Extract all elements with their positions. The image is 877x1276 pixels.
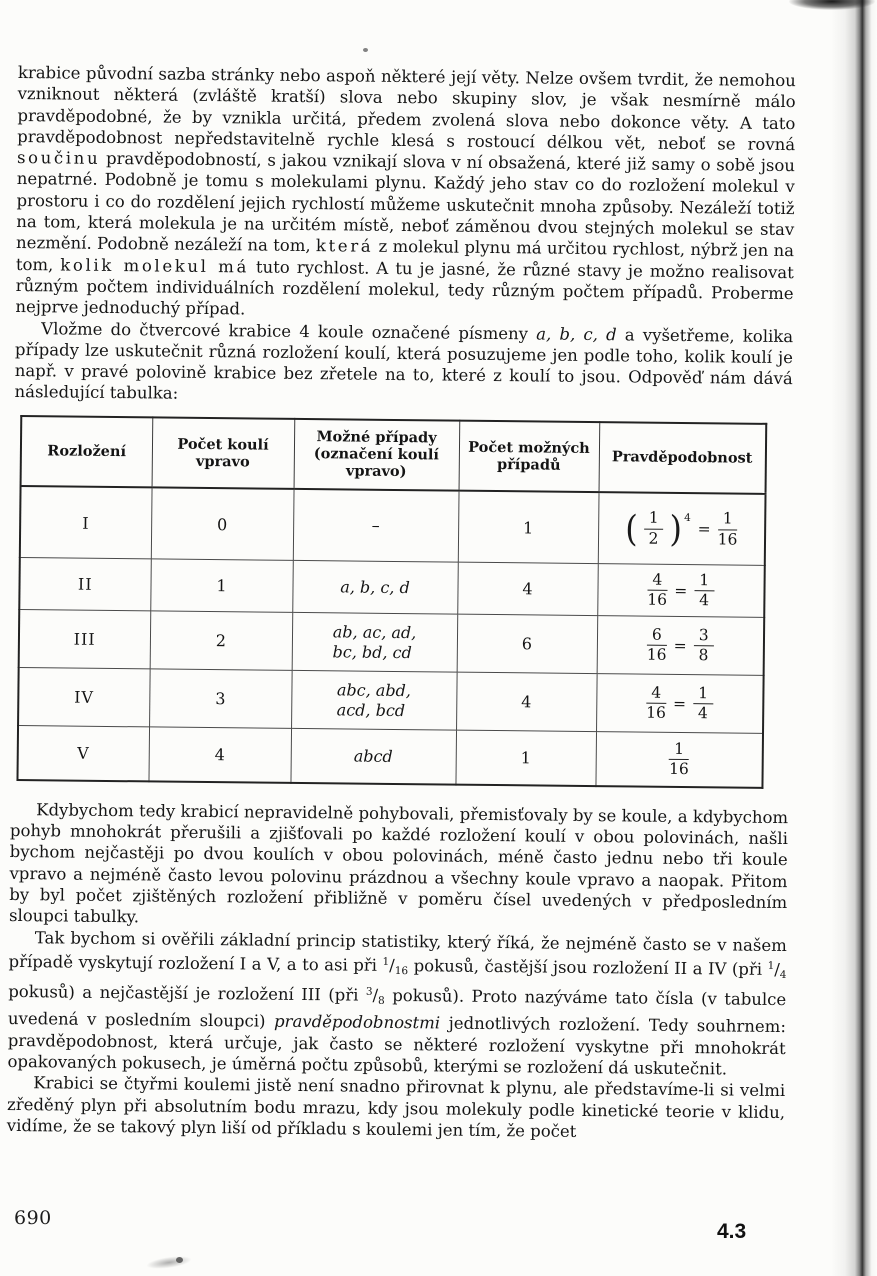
table-row <box>18 668 764 734</box>
cell-pravdepodobnost <box>595 732 763 788</box>
fraction-numerator: 4 <box>647 572 667 592</box>
table-header-cell: Počet možných případů <box>459 420 600 491</box>
text-run: pokusů). Proto nazýváme tato čísla (v tabulce uvedená v posledním sloupci) <box>7 986 787 1032</box>
table-header-cell: Pravděpodobnost <box>599 422 767 494</box>
table-row <box>20 486 766 566</box>
cell-pravdepodobnost <box>596 674 764 734</box>
fraction-denominator: 16 <box>646 645 667 665</box>
equals-sign: = <box>674 581 688 600</box>
text-run: Vložme do čtvercové krabice 4 koule označené písmeny <box>41 318 537 344</box>
cases-text: abcd <box>353 746 393 766</box>
fraction-numerator: 4 <box>646 685 666 705</box>
scan-artifact-smudge <box>145 1254 192 1271</box>
fraction-denominator: 8 <box>378 994 385 1008</box>
fraction-numerator: 6 <box>647 627 667 647</box>
stacked-fraction <box>646 685 666 723</box>
cell-pocet-moznych-pripadu: 1 <box>455 730 596 785</box>
text-run: Kdybychom tedy krabicí nepravidelně pohybovali, přemisťovaly by se koule, a kdybychom pohyb mnohokrát přerušili a zjišťovali po každé rozložení koulí v obou polovinách, našli bychom nejčastěji po dvou koulích v obou polovinách, méně často jednu nebo tři koule vpravo a nejméně často levou polovinu prázdnou a všechny koule vpravo a naopak. Přitom by byl počet zjištěných rozložení přibližně v poměru čísel uvedených v předposledním sloupci tabulky. <box>8 799 789 927</box>
scan-artifact-speck <box>176 1257 183 1263</box>
cell-pocet-kouli-vpravo: 1 <box>150 559 293 612</box>
italic-text: pravděpodobnostmi <box>273 1012 441 1033</box>
probability-table <box>16 415 767 789</box>
text-run: a vyšetřeme, kolika případy lze uskutečnit různá rozložení koulí, která posuzujeme jen podle toho, kolik koulí je např. v pravé polovině krabice bez zřetele na to, které z koulí to jsou. Odpověď nám dává následující tabulka: <box>14 324 794 404</box>
fraction-numerator: 1 <box>767 959 775 972</box>
paragraph <box>14 318 793 411</box>
inline-fraction: $^1/_{16}$ <box>382 955 409 977</box>
cases-text: abc, abd, acd, bcd <box>336 680 412 720</box>
cases-text: a, b, c, d <box>340 577 410 597</box>
cases-text: – <box>371 515 380 535</box>
page-number: 690 <box>14 1207 52 1229</box>
paragraph <box>9 799 788 935</box>
cell-pocet-moznych-pripadu: 6 <box>457 614 598 673</box>
scan-artifact-dot <box>363 48 368 52</box>
open-paren: ( <box>624 507 638 550</box>
fraction-denominator: 2 <box>648 529 659 548</box>
fraction-denominator: 4 <box>779 968 787 981</box>
page-content <box>7 62 796 1144</box>
fraction-denominator: 4 <box>699 591 710 610</box>
cell-pocet-moznych-pripadu: 4 <box>457 562 598 615</box>
fraction-numerator: 1 <box>669 740 689 760</box>
text-run: pokusů, častější jsou rozložení II a IV (při <box>408 955 768 979</box>
cell-pravdepodobnost <box>598 492 766 566</box>
emphasized-text: kolik molekul má <box>60 255 250 277</box>
cell-pocet-kouli-vpravo: 0 <box>151 487 294 560</box>
italic-text: a, b, c, d <box>536 324 617 344</box>
stacked-fraction <box>693 627 713 665</box>
cell-mozne-pripady <box>290 729 456 785</box>
equals-sign: = <box>672 694 687 713</box>
cell-pravdepodobnost <box>597 564 765 618</box>
fraction-numerator: 3 <box>694 627 714 647</box>
fraction-denominator: 8 <box>698 646 709 665</box>
scan-artifact-top-right <box>789 0 875 10</box>
stacked-fraction <box>693 685 713 723</box>
body-text-bottom <box>7 799 788 1145</box>
table-header-cell: Rozložení <box>21 416 153 487</box>
cell-pocet-moznych-pripadu: 4 <box>456 672 597 731</box>
stacked-fraction <box>643 510 663 548</box>
stacked-fraction <box>694 572 714 610</box>
body-text-top <box>14 62 796 411</box>
cell-rozlozeni: III <box>19 610 151 669</box>
cell-pocet-kouli-vpravo: 4 <box>148 727 291 782</box>
table-row <box>19 558 765 618</box>
probability-formula <box>599 684 761 723</box>
table-row <box>17 726 763 788</box>
text-run: Tak bychom si ověřili základní princip statistiky, který říká, že nejméně často se v našem případě vyskytují rozložení I a V, a to asi při <box>8 927 787 975</box>
fraction-numerator: 1 <box>693 685 713 705</box>
text-run: Krabici se čtyřmi koulemi jistě není snadno přirovnat k plynu, ale představíme-li si velmi zředěný plyn při absolutním bodu mrazu, kdy jsou molekuly podle kinetické teorie v klidu, vidíme, že se takový plyn liší od příkladu s koulemi jen tím, že počet <box>6 1073 786 1141</box>
probability-formula <box>600 571 762 610</box>
fraction-numerator: 1 <box>718 510 738 530</box>
paragraph <box>7 1072 786 1144</box>
cell-mozne-pripady <box>291 671 457 731</box>
stacked-fraction <box>669 740 689 778</box>
cell-mozne-pripady <box>293 489 459 563</box>
fraction-denominator: 16 <box>647 590 668 610</box>
cell-rozlozeni: II <box>19 558 151 611</box>
section-number: 4.3 <box>717 1220 747 1243</box>
fraction-numerator: 3 <box>365 985 373 998</box>
fraction-denominator: 16 <box>394 964 409 977</box>
exponent: 4 <box>684 512 691 525</box>
cases-text: ab, ac, ad, bc, bd, cd <box>332 622 417 662</box>
cell-mozne-pripady <box>292 613 458 673</box>
text-run: z molekul plynu má určitou rychlost, nýbrž jen na tom, <box>15 237 795 275</box>
cell-rozlozeni: IV <box>18 668 150 727</box>
emphasized-text: součinu <box>16 148 101 169</box>
table-header-row <box>21 416 767 494</box>
emphasized-text: která <box>315 236 374 257</box>
equals-sign: = <box>673 636 687 655</box>
stacked-fraction <box>647 627 667 665</box>
fraction-numerator: 1 <box>694 572 714 592</box>
equals-sign: = <box>697 520 711 539</box>
cell-rozlozeni: I <box>20 486 152 559</box>
table-header-cell: Počet koulí vpravo <box>152 417 295 488</box>
cell-pocet-kouli-vpravo: 3 <box>149 669 292 728</box>
cell-pocet-moznych-pripadu: 1 <box>458 490 599 563</box>
cell-mozne-pripady <box>292 561 458 615</box>
inline-fraction: $^3/_8$ <box>365 985 385 1008</box>
fraction-denominator: 4 <box>697 704 708 723</box>
inline-fraction: $^1/_4$ <box>767 959 787 981</box>
fraction-denominator: 16 <box>646 703 666 723</box>
paragraph <box>7 926 786 1080</box>
cell-pocet-kouli-vpravo: 2 <box>150 611 293 670</box>
text-run: krabice původní sazba stránky nebo aspoň některé její věty. Nelze ovšem tvrdit, že nemohou vzniknout některá (zvláště kratší) slova nebo skupiny slov, je však nesmírně málo pravděpodobné, že by vznikla určitá, předem zvolená slova nebo dokonce věty. A tato pravděpodobnost nepředstavitelně rychle klesá s rostoucí délkou vět, neboť se rovná <box>17 62 796 155</box>
probability-formula <box>600 507 762 551</box>
cell-pravdepodobnost <box>597 616 765 676</box>
table-header-cell: Možné případy (označení koulí vpravo) <box>294 419 460 491</box>
stacked-fraction <box>718 510 738 548</box>
text-run: tuto rychlost. A tu je jasné, že různé stavy je možno realisovat různým počtem individuálních rozdělení molekul, tedy různým počtem případů. Proberme nejprve jednoduchý případ. <box>15 257 794 319</box>
fraction-denominator: 16 <box>668 759 689 779</box>
text-run: jednotlivých rozložení. Tedy souhrnem: pravděpodobnost, která určuje, jak často se některé rozložení vyskytne při mnohokrát opakovaných pokusech, je úměrná počtu způsobů, kterými se rozložení dá uskutečnit. <box>7 1013 787 1079</box>
text-run: pravděpodobností, s jakou vznikají slova v ní obsažená, které již samy o sobě jsou nepatrné. Podobně je tomu s molekulami plynu. Každý jeho stav co do rozložení molekul v prostoru i co do rozdělení jejich rychlostí můžeme uskutečnit mnoha způsoby. Nezáleží totiž na tom, která molekula je na určitém místě, neboť záměnou dvou stejných molekul se stav nezmění. Podobně nezáleží na tom, <box>16 149 796 256</box>
fraction-denominator: 16 <box>717 529 738 549</box>
close-paren: ) <box>669 507 683 551</box>
probability-formula <box>599 626 761 665</box>
probability-formula <box>598 740 760 779</box>
scan-gutter-shadow <box>831 0 877 1276</box>
cell-rozlozeni: V <box>17 726 149 781</box>
fraction-numerator: 1 <box>644 510 664 530</box>
text-run: pokusů) a nejčastější je rozložení III (při <box>8 982 366 1005</box>
stacked-fraction <box>647 572 667 610</box>
table-row <box>19 610 765 676</box>
fraction-numerator: 1 <box>382 955 390 968</box>
paragraph <box>15 62 796 326</box>
